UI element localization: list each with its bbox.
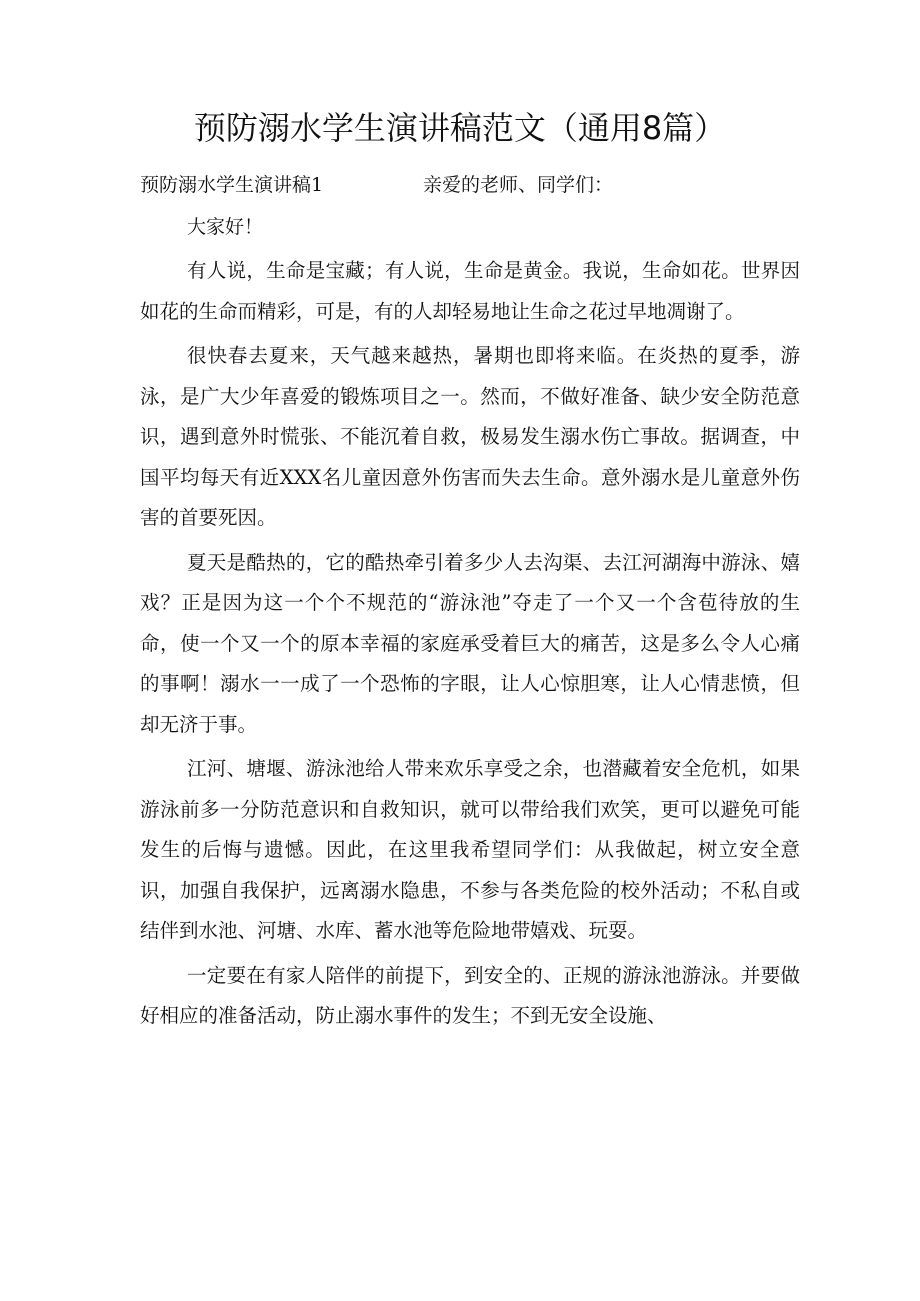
greeting: 大家好！ [187,216,264,238]
paragraph: 一定要在有家人陪伴的前提下，到安全的、正规的游泳池游泳。并要做好相应的准备活动，防止溺水事件的发生；不到无安全设施、 [140,963,800,1027]
paragraph: 有人说，生命是宝藏；有人说，生命是黄金。我说，生命如花。世界因如花的生命而精彩，可是，有的人却轻易地让生命之花过早地凋谢了。 [140,259,800,323]
salutation: 亲爱的老师、同学们： [423,174,614,196]
paragraph: 江河、塘堰、游泳池给人带来欢乐享受之余，也潜藏着安全危机，如果游泳前多一分防范意识和自救知识，就可以带给我们欢笑，更可以避免可能发生的后悔与遗憾。因此，在这里我希望同学们：从我做起，树立安全意识，加强自我保护，远离溺水隐患，不参与各类危险的校外活动；不私自或结伴到水池、河塘、水库、蓄水池等危险地带嬉戏、玩耍。 [140,757,800,942]
speech-heading: 预防溺水学生演讲稿1 [140,174,324,196]
document-title: 预防溺水学生演讲稿范文（通用8篇） [193,109,727,147]
paragraph: 夏天是酷热的，它的酷热牵引着多少人去沟渠、去江河湖海中游泳、嬉戏？正是因为这一个个不规范的“游泳池”夺走了一个又一个含苞待放的生命，使一个又一个的原本幸福的家庭承受着巨大的痛苦，这是多么令人心痛的事啊！溺水一一成了一个恐怖的字眼，让人心惊胆寒，让人心情悲愤，但却无济于事。 [140,550,800,736]
paragraph: 很快春去夏来，天气越来越热，暑期也即将来临。在炎热的夏季，游泳，是广大少年喜爱的锻炼项目之一。然而，不做好准备、缺少安全防范意识，遇到意外时慌张、不能沉着自救，极易发生溺水伤亡事故。据调查，中国平均每天有近XXX名儿童因意外伤害而失去生命。意外溺水是儿童意外伤害的首要死因。 [140,344,800,529]
subheader-line [140,168,800,202]
body-text [140,251,800,1041]
